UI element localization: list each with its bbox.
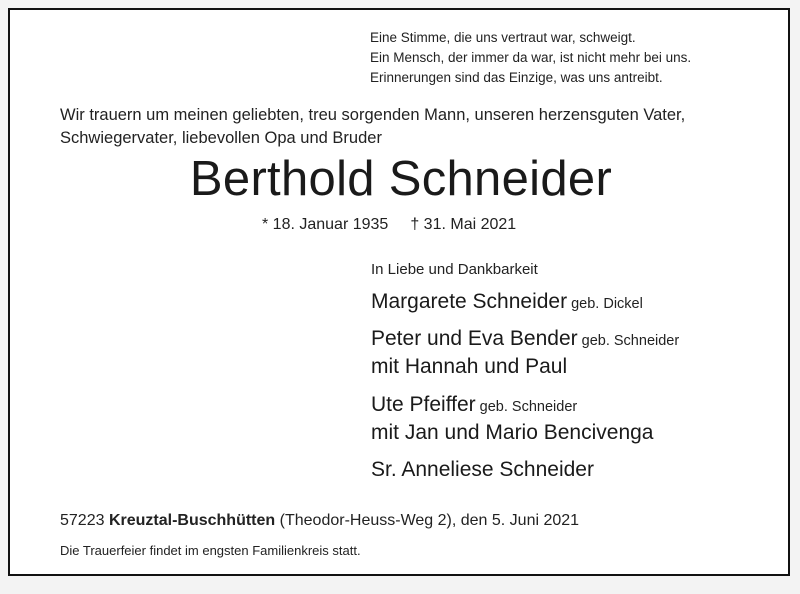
mourner-subline: mit Jan und Mario Bencivenga: [371, 421, 654, 444]
intro-line: Schwiegervater, liebevollen Opa und Bruder: [60, 129, 382, 147]
mourners-heading: In Liebe und Dankbarkeit: [371, 261, 538, 278]
intro-line: Wir trauern um meinen geliebten, treu sorgenden Mann, unseren herzensguten Vater,: [60, 106, 686, 124]
city: Kreuztal-Buschhütten: [108, 512, 276, 529]
mourner-entry: [371, 287, 643, 319]
mourner-name: Sr. Anneliese Schneider: [371, 458, 594, 481]
postcode: 57223: [60, 512, 105, 529]
life-dates: [262, 214, 516, 236]
birth-date: * 18. Januar 1935: [262, 216, 389, 233]
funeral-note: Die Trauerfeier findet im engsten Familienkreis statt.: [60, 543, 361, 558]
death-date: † 31. Mai 2021: [410, 216, 517, 233]
poem-line: Eine Stimme, die uns vertraut war, schweigt.: [370, 30, 636, 45]
maiden-name-note: geb. Dickel: [571, 296, 643, 312]
mourner-name: Ute Pfeiffer: [371, 393, 476, 416]
poem: [370, 28, 691, 88]
maiden-name-note: geb. Schneider: [581, 333, 680, 349]
poem-line: Erinnerungen sind das Einzige, was uns antreibt.: [370, 70, 663, 85]
mourner-name: Margarete Schneider: [371, 290, 568, 313]
poem-line: Ein Mensch, der immer da war, ist nicht mehr bei uns.: [370, 50, 692, 65]
deceased-name: Berthold Schneider: [189, 152, 613, 206]
address-date: (Theodor-Heuss-Weg 2), den 5. Juni 2021: [279, 512, 580, 529]
mourner-subline: mit Hannah und Paul: [371, 355, 568, 378]
place-and-date: [60, 510, 579, 532]
intro-text: [60, 104, 685, 150]
mourner-entry: [371, 455, 594, 484]
maiden-name-note: geb. Schneider: [479, 399, 578, 415]
obituary-notice: [8, 8, 790, 576]
mourner-name: Peter und Eva Bender: [371, 327, 578, 350]
